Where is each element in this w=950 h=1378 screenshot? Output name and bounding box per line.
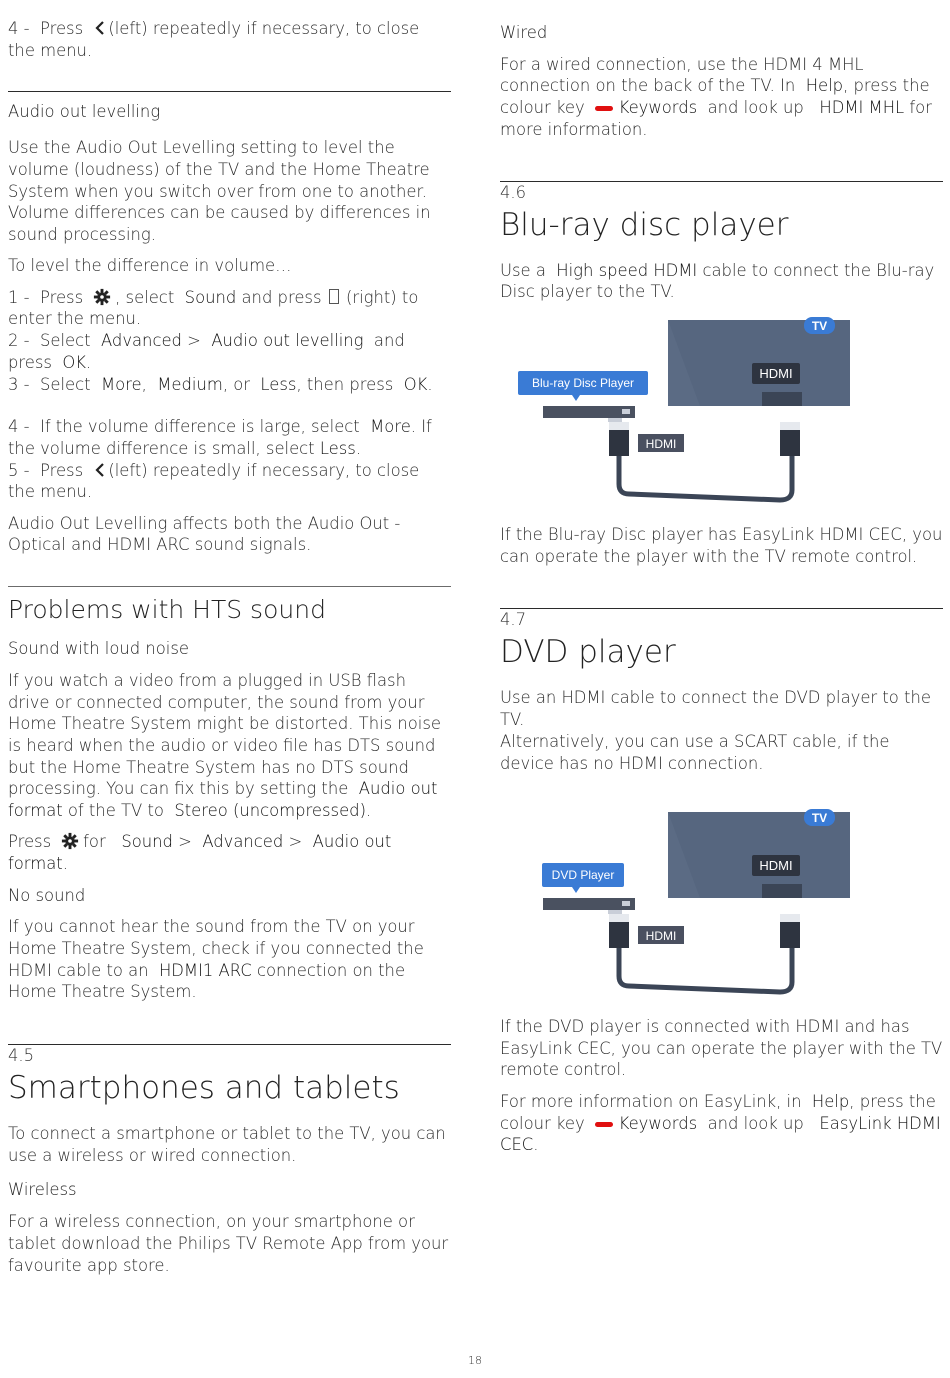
- right-column-lower: [500, 524, 943, 774]
- dvd-player-device: [543, 898, 635, 910]
- step-4-close-menu: 4 - Press (left) repeatedly if necessary, to close the menu.: [8, 19, 420, 60]
- right-column: [500, 0, 943, 303]
- section-divider: [500, 181, 943, 182]
- paragraph: Use an HDMI cable to connect the DVD player to the TV.: [500, 688, 931, 730]
- paragraph: If you cannot hear the sound from the TV on your Home Theatre System, check if you connected the HDMI cable to an HDMI1 ARC connection on the Home Theatre System.: [8, 917, 424, 1002]
- device-label-text: DVD Player: [551, 868, 615, 882]
- subheading-loud-noise: Sound with loud noise: [8, 639, 189, 659]
- right-arrow-glyph-icon: [329, 289, 339, 304]
- section-number: 4.7: [500, 610, 527, 630]
- section-divider: [500, 608, 943, 609]
- step-2: 2 - Select Advanced > Audio out levelling and press OK.: [8, 331, 405, 372]
- paragraph: Alternatively, you can use a SCART cable, if the device has no HDMI connection.: [500, 731, 890, 773]
- hdmi-port: [762, 392, 802, 406]
- subheading-audio-out-levelling: Audio out levelling: [8, 102, 161, 122]
- subheading-wired: Wired: [500, 23, 548, 42]
- section-divider: [8, 586, 451, 587]
- section-divider: [8, 91, 451, 92]
- paragraph: Use a High speed HDMI cable to connect the Blu-ray Disc player to the TV.: [500, 260, 935, 302]
- tv-hdmi-label-text: HDMI: [759, 858, 793, 873]
- subheading-no-sound: No sound: [8, 885, 86, 905]
- paragraph: For a wireless connection, on your smartphone or tablet download the Philips TV Remote App from your favourite app store.: [8, 1212, 449, 1275]
- paragraph: To level the difference in volume…: [8, 256, 292, 276]
- step-1: 1 - Press , select Sound and press (right) to enter the menu.: [8, 287, 419, 329]
- paragraph: For a wired connection, use the HDMI 4 MHL connection on the back of the TV. In Help, press the colour key Keywords and look up HDMI MHL for more information.: [500, 54, 932, 139]
- gear-icon: [61, 832, 79, 850]
- hdmi-cable: [619, 948, 792, 992]
- paragraph: Audio Out Levelling affects both the Audio Out - Optical and HDMI ARC sound signals.: [8, 513, 401, 555]
- dvd-connection-diagram: [510, 806, 943, 998]
- step-4: 4 - If the volume difference is large, select More. If the volume difference is small, select Less.: [8, 417, 432, 458]
- heading-smartphones-tablets: Smartphones and tablets: [8, 1070, 400, 1107]
- chevron-left-icon: [94, 463, 106, 477]
- gear-icon: [93, 288, 111, 306]
- heading-bluray-player: Blu-ray disc player: [500, 206, 789, 243]
- hdmi-cable: [619, 456, 792, 500]
- paragraph: Press for Sound > Advanced > Audio out format.: [8, 832, 392, 874]
- left-column: [8, 0, 451, 1276]
- red-colour-key-icon: [595, 106, 613, 111]
- section-divider: [8, 1044, 451, 1045]
- paragraph: To connect a smartphone or tablet to the TV, you can use a wireless or wired connection.: [8, 1124, 446, 1165]
- heading-dvd-player: DVD player: [500, 634, 676, 671]
- paragraph: If the Blu-ray Disc player has EasyLink HDMI CEC, you can operate the player with the TV remote control.: [500, 525, 943, 566]
- hdmi-port: [762, 884, 802, 898]
- paragraph: If the DVD player is connected with HDMI and has EasyLink CEC, you can operate the player with the TV remote control.: [500, 1017, 943, 1080]
- step-3: 3 - Select More, Medium, or Less, then press OK.: [8, 374, 433, 394]
- section-number: 4.6: [500, 182, 527, 202]
- bluray-player-device: [543, 406, 635, 418]
- paragraph: Use the Audio Out Levelling setting to level the volume (loudness) of the TV and the Home Theatre System when you switch over from one to another. Volume differences can be caused by differences in sound processing.: [8, 138, 431, 244]
- bluray-connection-diagram: [510, 314, 943, 506]
- cable-label-text: HDMI: [645, 437, 677, 451]
- step-5: 5 - Press (left) repeatedly if necessary, to close the menu.: [8, 460, 420, 502]
- heading-problems-hts-sound: Problems with HTS sound: [8, 595, 326, 625]
- section-number: 4.5: [8, 1046, 35, 1066]
- right-column-bottom: [500, 1016, 943, 1156]
- tv-badge-text: TV: [811, 811, 828, 825]
- page-number: 18: [468, 1354, 482, 1367]
- subheading-wireless: Wireless: [8, 1180, 77, 1200]
- paragraph: If you watch a video from a plugged in USB flash drive or connected computer, the sound from your Home Theatre System might be distorted. This noise is heard when the audio or video file has DTS sound but the Home Theatre System has no DTS sound processing. You can fix this by setting the Audio out format of the TV to Stereo (uncompressed).: [8, 670, 441, 821]
- tv-hdmi-label-text: HDMI: [759, 366, 793, 381]
- paragraph: For more information on EasyLink, in Help, press the colour key Keywords and look up EasyLink HDMI CEC.: [500, 1091, 941, 1155]
- chevron-left-icon: [94, 21, 106, 35]
- cable-label-text: HDMI: [645, 929, 677, 943]
- red-colour-key-icon: [595, 1122, 613, 1127]
- device-label-text: Blu-ray Disc Player: [531, 376, 635, 390]
- tv-badge-text: TV: [811, 319, 828, 333]
